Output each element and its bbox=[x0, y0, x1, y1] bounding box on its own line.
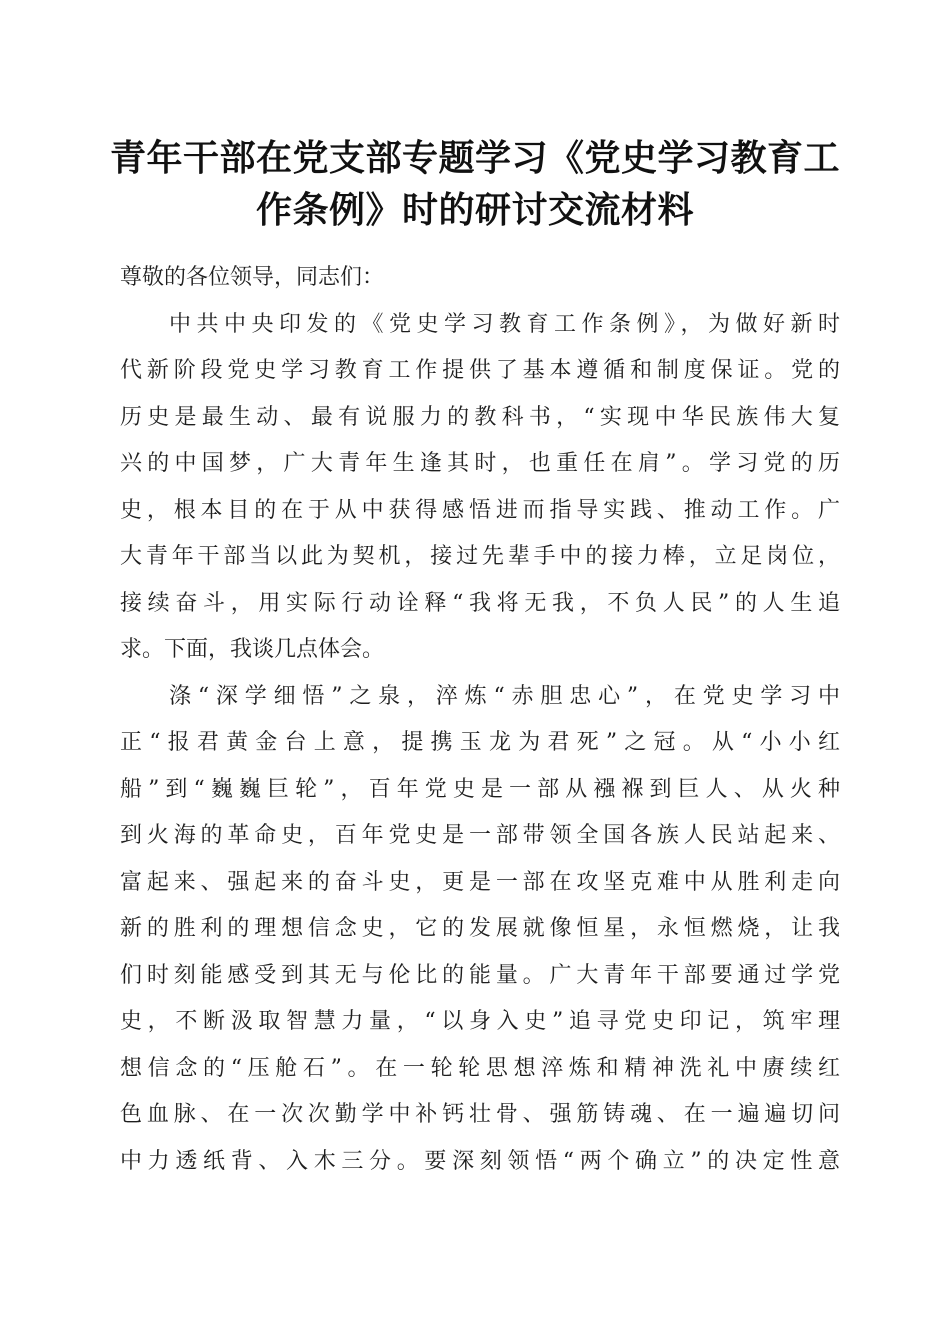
paragraph-line: 船”到“巍巍巨轮”，百年党史是一部从襁褓到巨人、从火种 bbox=[120, 776, 840, 802]
paragraph-line: 大青年干部当以此为契机，接过先辈手中的接力棒，立足岗位， bbox=[120, 544, 840, 569]
paragraph-line: 正“报君黄金台上意，提携玉龙为君死”之冠。从“小小红 bbox=[120, 730, 840, 755]
paragraph-line: 求。下面，我谈几点体会。 bbox=[120, 637, 385, 662]
paragraph-line: 代新阶段党史学习教育工作提供了基本遵循和制度保证。党的 bbox=[120, 358, 840, 383]
paragraph-line: 富起来、强起来的奋斗史，更是一部在攻坚克难中从胜利走向 bbox=[120, 869, 840, 895]
paragraph-line: 色血脉、在一次次勤学中补钙壮骨、强筋铸魂、在一遍遍切问 bbox=[120, 1102, 840, 1127]
paragraph-line: 中共中央印发的《党史学习教育工作条例》，为做好新时 bbox=[169, 311, 840, 337]
title-line: 作条例》时的研讨交流材料 bbox=[255, 189, 694, 231]
paragraph-line: 中力透纸背、入木三分。要深刻领悟“两个确立”的决定性意 bbox=[120, 1148, 840, 1174]
paragraph-line: 们时刻能感受到其无与伦比的能量。广大青年干部要通过学党 bbox=[120, 962, 840, 988]
paragraph-line: 涤“深学细悟”之泉，淬炼“赤胆忠心”，在党史学习中 bbox=[169, 683, 840, 709]
paragraph-line: 到火海的革命史，百年党史是一部带领全国各族人民站起来、 bbox=[120, 823, 840, 848]
paragraph-line: 史，根本目的在于从中获得感悟进而指导实践、推动工作。广 bbox=[120, 497, 840, 523]
document-title bbox=[100, 132, 850, 236]
paragraph-line: 兴的中国梦，广大青年生逢其时，也重任在肩”。学习党的历 bbox=[120, 451, 840, 476]
paragraph-line: 历史是最生动、最有说服力的教科书，“实现中华民族伟大复 bbox=[120, 404, 840, 430]
document-body bbox=[120, 255, 840, 1185]
paragraph-line: 接续奋斗，用实际行动诠释“我将无我，不负人民”的人生追 bbox=[120, 590, 840, 616]
title-line: 青年干部在党支部专题学习《党史学习教育工 bbox=[109, 137, 840, 179]
paragraph-line: 想信念的“压舱石”。在一轮轮思想淬炼和精神洗礼中赓续红 bbox=[120, 1055, 840, 1081]
paragraph-line: 史，不断汲取智慧力量，“以身入史”追寻党史印记，筑牢理 bbox=[120, 1009, 840, 1034]
paragraph-line: 新的胜利的理想信念史，它的发展就像恒星，永恒燃烧，让我 bbox=[120, 916, 840, 941]
salutation: 尊敬的各位领导，同志们： bbox=[120, 265, 385, 290]
